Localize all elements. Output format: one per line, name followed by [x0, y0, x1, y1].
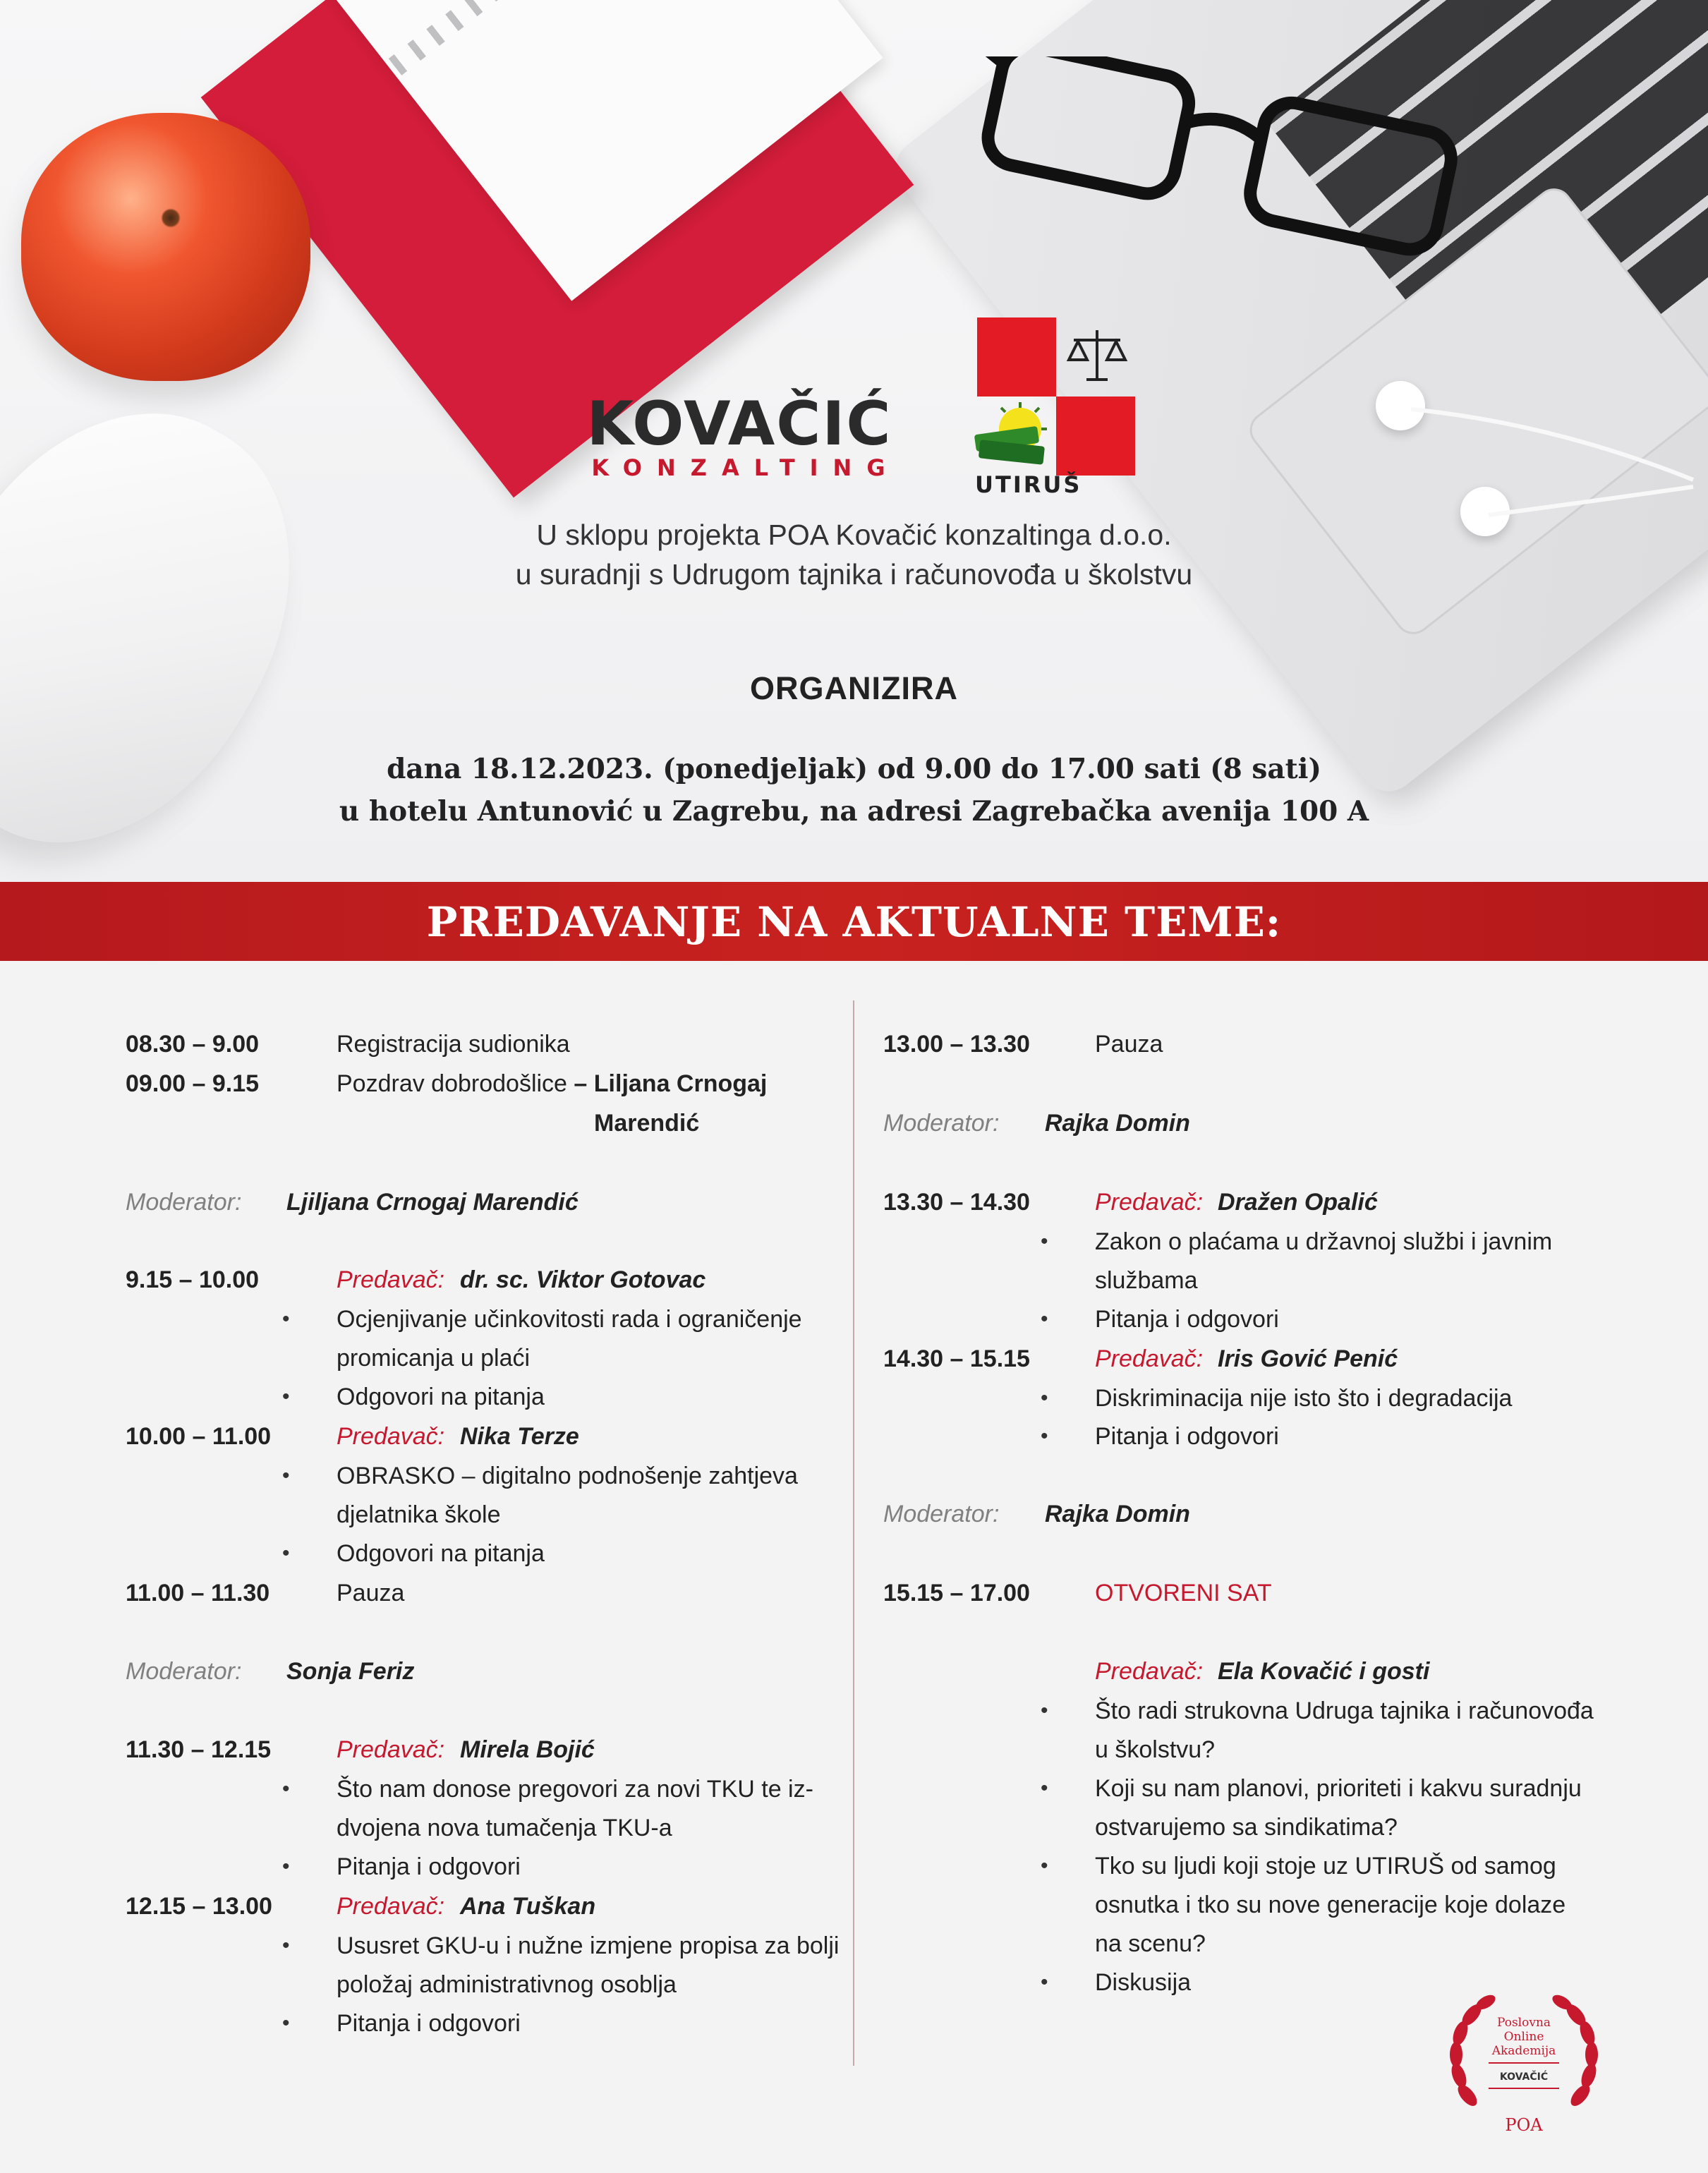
kovacic-konzalting-logo	[570, 389, 909, 481]
moderator-label: Moderator:	[883, 1110, 1000, 1137]
lecturer-label: Predavač:	[337, 1423, 445, 1450]
topic-line: dvojena nova tumačenja TKU-a	[337, 1815, 672, 1841]
schedule-time: 13.30 – 14.30	[883, 1189, 1030, 1216]
bullet-icon: •	[282, 1307, 290, 1331]
lecturer-name: Iris Gović Penić	[1218, 1345, 1398, 1372]
poa-line: Akademija	[1491, 2044, 1556, 2058]
bullet-icon: •	[1041, 1307, 1048, 1331]
topic-line: osnutka i tko su nove generacije koje dolaze	[1095, 1891, 1566, 1918]
moderator-name: Sonja Feriz	[286, 1658, 415, 1685]
bullet-icon: •	[282, 1385, 290, 1408]
topic-line: Ususret GKU-u i nužne izmjene propisa za bolji	[337, 1932, 840, 1959]
topic-line: u školstvu?	[1095, 1736, 1216, 1763]
moderator-label: Moderator:	[883, 1501, 1000, 1527]
bullet-icon: •	[1041, 1776, 1048, 1800]
bullet-icon: •	[1041, 1854, 1048, 1877]
topic-line: Koji su nam planovi, prioriteti i kakvu suradnju	[1095, 1775, 1582, 1802]
lecturer-name: Ela Kovačić i gosti	[1218, 1658, 1430, 1685]
schedule-time: 9.15 – 10.00	[126, 1266, 260, 1293]
topic-line: promicanja u plaći	[337, 1345, 531, 1372]
topic-line: položaj administrativnog osoblja	[337, 1971, 677, 1998]
bullet-icon: •	[282, 1464, 290, 1487]
schedule-time: 09.00 – 9.15	[126, 1070, 260, 1097]
speaker-name: Marendić	[594, 1110, 700, 1137]
bullet-icon: •	[282, 1855, 290, 1878]
lecturer-name: Ana Tuškan	[460, 1893, 596, 1920]
apple-illustration	[21, 113, 310, 381]
moderator-name: Ljiljana Crnogaj Marendić	[286, 1189, 579, 1216]
session-title: OTVORENI SAT	[1095, 1580, 1272, 1606]
intro-line-1: U sklopu projekta POA Kovačić konzaltinga d.o.o.	[536, 519, 1172, 551]
topic-line: Pitanja i odgovori	[1095, 1423, 1279, 1450]
bullet-icon: •	[1041, 1230, 1048, 1253]
schedule-time: 12.15 – 13.00	[126, 1893, 272, 1920]
moderator-label: Moderator:	[126, 1658, 242, 1685]
apple-stem-illustration	[161, 208, 181, 228]
utirus-logo-square	[977, 317, 1056, 397]
bullet-icon: •	[1041, 1424, 1048, 1448]
utirus-logo-square	[1056, 397, 1135, 476]
lecturer-label: Predavač:	[337, 1266, 445, 1293]
bullet-icon: •	[282, 1777, 290, 1800]
event-date-line: dana 18.12.2023. (ponedjeljak) od 9.00 do 17.00 sati (8 sati)	[387, 753, 1321, 785]
moderator-label: Moderator:	[126, 1189, 242, 1216]
schedule-time: 10.00 – 11.00	[126, 1423, 272, 1450]
column-divider	[853, 1000, 854, 2066]
section-banner-title: PREDAVANJE NA AKTUALNE TEME:	[426, 898, 1282, 946]
topic-line: Pitanja i odgovori	[1095, 1306, 1279, 1333]
laurel-right-icon	[1550, 1992, 1599, 2110]
utirus-logo	[967, 317, 1139, 498]
lecturer-name: dr. sc. Viktor Gotovac	[460, 1266, 706, 1293]
schedule-time: 15.15 – 17.00	[883, 1580, 1030, 1606]
poa-line: KOVAČIĆ	[1499, 2071, 1549, 2083]
lecturer-name: Nika Terze	[460, 1423, 579, 1450]
bullet-icon: •	[1041, 1386, 1048, 1410]
schedule-time: 11.30 – 12.15	[126, 1736, 272, 1763]
topic-line: Zakon o plaćama u državnoj službi i javnim	[1095, 1228, 1553, 1255]
schedule-item-text: Registracija sudionika	[337, 1031, 570, 1058]
topic-line: Što radi strukovna Udruga tajnika i računovođa	[1095, 1697, 1594, 1724]
topic-line: Pitanja i odgovori	[337, 1853, 521, 1880]
topic-line: službama	[1095, 1267, 1198, 1294]
topic-line: OBRASKO – digitalno podnošenje zahtjeva	[337, 1463, 798, 1489]
lecturer-label: Predavač:	[1095, 1345, 1204, 1372]
bullet-icon: •	[1041, 1699, 1048, 1722]
topic-line: Što nam donose pregovori za novi TKU te iz-	[337, 1776, 813, 1803]
utirus-logo-text: UTIRUŠ	[975, 471, 1082, 498]
kovacic-logo-main: KOVAČIĆ	[586, 389, 892, 459]
schedule-item-text: Pozdrav dobrodošlice	[337, 1070, 567, 1097]
topic-line: na scenu?	[1095, 1930, 1206, 1957]
poa-line: Online	[1503, 2030, 1544, 2044]
schedule-time: 11.00 – 11.30	[126, 1580, 270, 1606]
poa-seal-logo	[1439, 1990, 1609, 2145]
topic-line: Pitanja i odgovori	[337, 2010, 521, 2037]
event-venue-line: u hotelu Antunović u Zagrebu, na adresi Zagrebačka avenija 100 A	[339, 795, 1369, 828]
topic-line: Odgovori na pitanja	[337, 1540, 545, 1567]
schedule-item-text: Pauza	[337, 1580, 405, 1606]
welcome-item	[337, 1067, 767, 1101]
organizira-heading: ORGANIZIRA	[750, 670, 958, 706]
bullet-icon: •	[1041, 1971, 1048, 1994]
lecturer-name: Mirela Bojić	[460, 1736, 595, 1763]
lecturer-label: Predavač:	[337, 1736, 445, 1763]
intro-line-2: u suradnji s Udrugom tajnika i računovođa u školstvu	[515, 558, 1193, 591]
money-icon	[967, 402, 1053, 469]
bullet-icon: •	[282, 2011, 290, 2035]
bullet-icon: •	[282, 1542, 290, 1565]
topic-line: Diskusija	[1095, 1969, 1192, 1996]
topic-line: Odgovori na pitanja	[337, 1384, 545, 1410]
laurel-left-icon	[1448, 1992, 1498, 2110]
topic-line: Ocjenjivanje učinkovitosti rada i ograničenje	[337, 1306, 802, 1333]
lecturer-label: Predavač:	[1095, 1189, 1204, 1216]
topic-line: Diskriminacija nije isto što i degradacija	[1095, 1385, 1513, 1412]
lecturer-label: Predavač:	[1095, 1658, 1204, 1685]
moderator-name: Rajka Domin	[1045, 1501, 1190, 1527]
welcome-dash: –	[567, 1070, 594, 1097]
schedule-time: 13.00 – 13.30	[883, 1031, 1030, 1058]
schedule-time: 08.30 – 9.00	[126, 1031, 260, 1058]
topic-line: Tko su ljudi koji stoje uz UTIRUŠ od samog	[1095, 1853, 1556, 1880]
scales-icon	[1065, 323, 1129, 387]
kovacic-logo-sub: KONZALTING	[591, 454, 900, 481]
lecturer-label: Predavač:	[337, 1893, 445, 1920]
topic-line: ostvarujemo sa sindikatima?	[1095, 1814, 1398, 1841]
topic-line: djelatnika škole	[337, 1501, 501, 1528]
glasses-illustration	[974, 56, 1496, 268]
schedule-time: 14.30 – 15.15	[883, 1345, 1030, 1372]
poa-line: Poslovna	[1496, 2016, 1551, 2030]
moderator-name: Rajka Domin	[1045, 1110, 1190, 1137]
lecturer-name: Dražen Opalić	[1218, 1189, 1378, 1216]
speaker-name: Liljana Crnogaj	[593, 1070, 768, 1097]
schedule-item-text: Pauza	[1095, 1031, 1163, 1058]
bullet-icon: •	[282, 1934, 290, 1957]
poa-line: POA	[1505, 2115, 1543, 2135]
